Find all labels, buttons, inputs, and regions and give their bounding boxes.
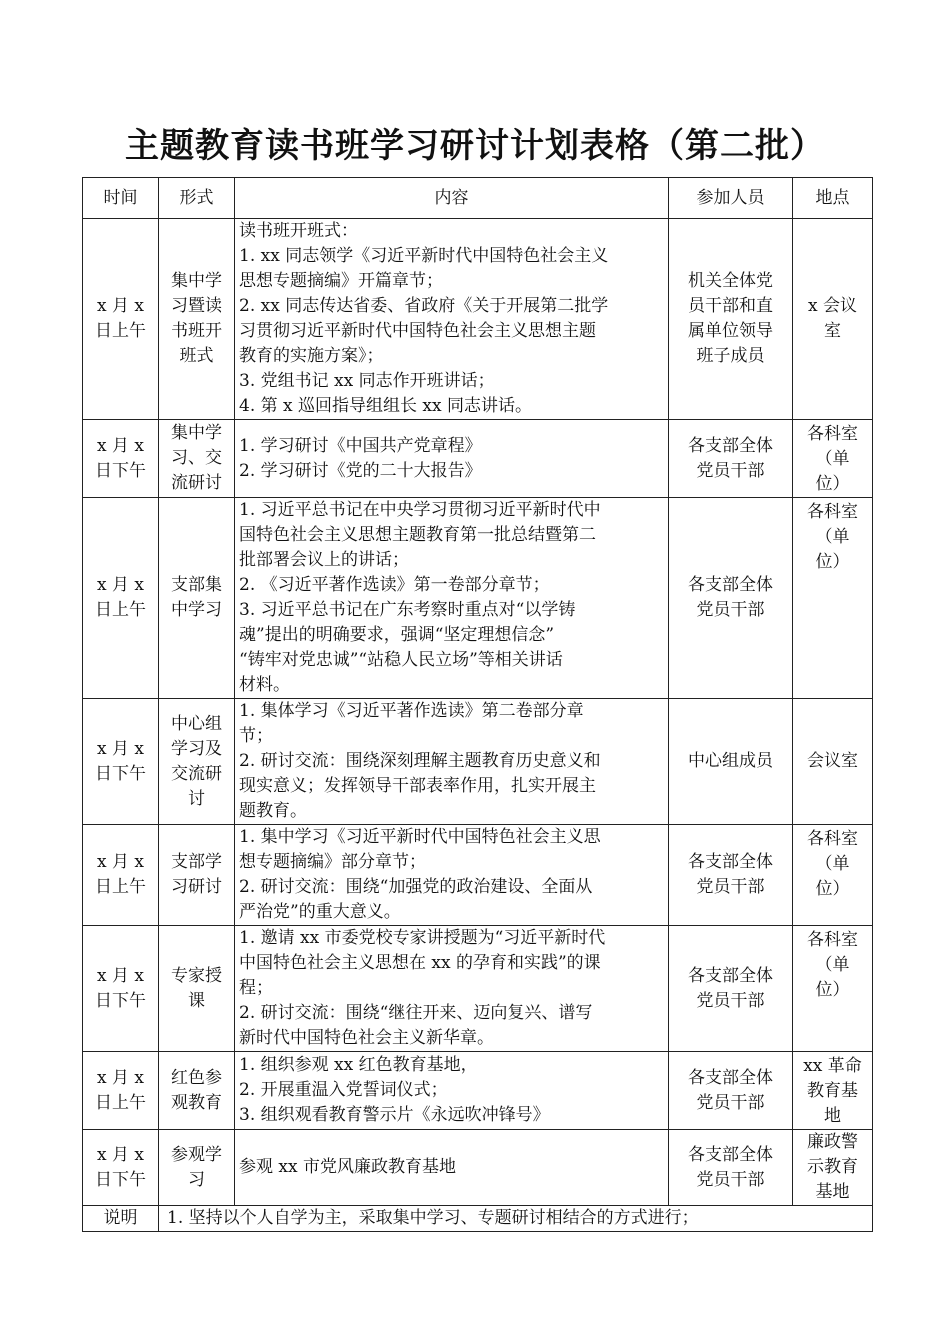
table-row: [83, 926, 873, 1052]
content-line: 题教育。: [239, 801, 307, 821]
time-line: 日下午: [95, 460, 146, 481]
content-line: 1. 组织参观 xx 红色教育基地，: [239, 1055, 478, 1075]
content-line: 1. 邀请 xx 市委党校专家讲授题为“习近平新时代: [239, 928, 606, 948]
time-line: 日上午: [95, 600, 146, 620]
location-cell: [793, 1130, 873, 1206]
participants-cell: [669, 825, 793, 926]
content-cell: [235, 1052, 669, 1130]
content-line: 3. 党组书记 xx 同志作开班讲话；: [239, 371, 495, 391]
content-line: 2. 开展重温入党誓词仪式；: [239, 1080, 448, 1100]
table-row: [83, 420, 873, 498]
location-line: 廉政警: [807, 1132, 858, 1152]
participants-line: 班子成员: [696, 346, 765, 366]
location-line: 会议室: [807, 751, 858, 771]
content-line: 程；: [239, 978, 273, 998]
form-line: 支部集: [171, 575, 222, 595]
participants-line: 党员干部: [696, 460, 765, 481]
location-line: 室: [824, 321, 841, 341]
header-content: 内容: [235, 178, 669, 219]
table-row: [83, 498, 873, 699]
content-line: 教育的实施方案》；: [239, 346, 384, 366]
content-line: 2. 研讨交流：围绕深刻理解主题教育历史意义和: [239, 751, 601, 771]
content-line: 2. 《习近平著作选读》第一卷部分章节；: [239, 575, 550, 595]
location-line: （单: [815, 527, 850, 547]
content-line: 批部署会议上的讲话；: [239, 550, 409, 570]
time-cell: [83, 1052, 159, 1130]
content-line: 2. 研讨交流：围绕“加强党的政治建设、全面从: [239, 877, 593, 897]
location-line: 位）: [815, 474, 850, 494]
time-line: 日上午: [95, 877, 146, 897]
time-line: 日下午: [95, 990, 146, 1011]
form-line: 流研讨: [171, 473, 222, 493]
content-line: 魂”提出的明确要求，强调“坚定理想信念”: [239, 625, 555, 645]
content-line: 2. 学习研讨《党的二十大报告》: [239, 460, 482, 481]
participants-line: 中心组成员: [688, 751, 773, 771]
content-line: 中国特色社会主义思想在 xx 的孕育和实践”的课: [239, 953, 601, 973]
content-line: 思想专题摘编》开篇章节；: [239, 271, 443, 291]
time-cell: [83, 420, 159, 498]
form-line: 集中学: [171, 423, 222, 443]
table-header-row: [83, 178, 873, 219]
study-plan-table: [82, 177, 873, 1232]
content-line: 1. 集体学习《习近平著作选读》第二卷部分章: [239, 701, 584, 721]
participants-cell: [669, 1130, 793, 1206]
time-line: x 月 x: [97, 575, 144, 595]
page-title: 主题教育读书班学习研讨计划表格（第二批）: [125, 126, 825, 166]
form-cell: [159, 1052, 235, 1130]
participants-cell: [669, 498, 793, 699]
content-line: 节；: [239, 726, 273, 746]
form-cell: [159, 825, 235, 926]
location-line: 各科室: [807, 502, 858, 522]
table-body: [83, 219, 873, 1206]
participants-cell: [669, 1052, 793, 1130]
form-line: 参观学: [171, 1144, 222, 1165]
participants-line: 各支部全体: [688, 1144, 773, 1165]
participants-line: 党员干部: [696, 990, 765, 1011]
form-line: 习: [188, 1169, 205, 1190]
time-line: x 月 x: [97, 852, 144, 872]
form-line: 观教育: [171, 1092, 222, 1113]
form-cell: [159, 926, 235, 1052]
time-line: x 月 x: [97, 1067, 144, 1088]
time-cell: [83, 1130, 159, 1206]
location-cell: [793, 926, 873, 1052]
location-cell: [793, 219, 873, 420]
form-cell: [159, 498, 235, 699]
location-cell: [793, 699, 873, 825]
location-line: （单: [815, 854, 850, 874]
form-line: 习、交: [171, 448, 222, 468]
content-cell: [235, 420, 669, 498]
form-line: 习研讨: [171, 877, 222, 897]
content-line: 1. 集中学习《习近平新时代中国特色社会主义思: [239, 827, 601, 847]
table-row: [83, 699, 873, 825]
location-line: 位）: [815, 980, 850, 1000]
location-line: 教育基: [807, 1081, 858, 1101]
note-label: 说明: [83, 1206, 159, 1232]
participants-cell: [669, 420, 793, 498]
content-line: 2. 研讨交流：围绕“继往开来、迈向复兴、谱写: [239, 1003, 593, 1023]
time-line: 日下午: [95, 763, 146, 784]
participants-line: 各支部全体: [688, 852, 773, 872]
time-line: 日上午: [95, 1092, 146, 1113]
content-line: 材料。: [239, 675, 290, 695]
table-row: [83, 219, 873, 420]
form-line: 集中学: [171, 271, 222, 291]
form-line: 中心组: [171, 713, 222, 734]
location-line: （单: [815, 449, 850, 469]
content-cell: [235, 498, 669, 699]
participants-cell: [669, 926, 793, 1052]
form-line: 支部学: [171, 852, 222, 872]
form-line: 学习及: [171, 738, 222, 759]
content-line: 3. 组织观看教育警示片《永远吹冲锋号》: [239, 1105, 550, 1125]
content-line: 2. xx 同志传达省委、省政府《关于开展第二批学: [239, 296, 609, 316]
content-cell: [235, 926, 669, 1052]
table-row: [83, 825, 873, 926]
participants-line: 机关全体党: [688, 271, 773, 291]
content-cell: [235, 825, 669, 926]
participants-cell: [669, 699, 793, 825]
content-line: 习贯彻习近平新时代中国特色社会主义思想主题: [239, 321, 596, 341]
content-line: 参观 xx 市党风廉政教育基地: [239, 1157, 456, 1177]
time-cell: [83, 825, 159, 926]
content-line: 3. 习近平总书记在广东考察时重点对“以学铸: [239, 600, 576, 620]
location-line: 各科室: [807, 930, 858, 950]
content-line: 1. xx 同志领学《习近平新时代中国特色社会主义: [239, 246, 609, 266]
location-cell: [793, 420, 873, 498]
header-participants: 参加人员: [669, 178, 793, 219]
content-cell: [235, 219, 669, 420]
form-cell: [159, 219, 235, 420]
time-line: x 月 x: [97, 296, 144, 316]
form-cell: [159, 699, 235, 825]
form-line: 专家授: [171, 965, 222, 986]
participants-line: 属单位领导: [688, 321, 773, 341]
form-line: 红色参: [171, 1067, 222, 1088]
content-cell: [235, 1130, 669, 1206]
content-line: “铸牢对党忠诚”“站稳人民立场”等相关讲话: [239, 650, 563, 670]
form-cell: [159, 1130, 235, 1206]
time-line: x 月 x: [97, 435, 144, 456]
location-line: x 会议: [808, 296, 857, 316]
location-line: 基地: [815, 1182, 850, 1202]
time-line: x 月 x: [97, 1144, 144, 1165]
location-line: 各科室: [807, 424, 858, 444]
location-line: xx 革命: [803, 1056, 862, 1076]
header-location: 地点: [793, 178, 873, 219]
note-row: [83, 1206, 873, 1232]
content-cell: [235, 699, 669, 825]
form-cell: [159, 420, 235, 498]
location-line: 各科室: [807, 829, 858, 849]
content-line: 严治党”的重大意义。: [239, 902, 401, 922]
location-line: 示教育: [807, 1157, 858, 1177]
location-line: 位）: [815, 879, 850, 899]
content-line: 现实意义；发挥领导干部表率作用，扎实开展主: [239, 776, 596, 796]
location-line: （单: [815, 955, 850, 975]
time-cell: [83, 498, 159, 699]
location-cell: [793, 498, 873, 699]
content-line: 新时代中国特色社会主义新华章。: [239, 1028, 494, 1048]
participants-line: 党员干部: [696, 1169, 765, 1190]
participants-line: 党员干部: [696, 877, 765, 897]
form-line: 交流研: [171, 763, 222, 784]
content-line: 国特色社会主义思想主题教育第一批总结暨第二: [239, 525, 596, 545]
location-cell: [793, 825, 873, 926]
participants-line: 员干部和直: [688, 296, 773, 316]
participants-line: 党员干部: [696, 600, 765, 620]
time-line: 日上午: [95, 321, 146, 341]
time-cell: [83, 219, 159, 420]
header-form: 形式: [159, 178, 235, 219]
location-line: 地: [824, 1106, 841, 1126]
time-line: 日下午: [95, 1169, 146, 1190]
location-cell: [793, 1052, 873, 1130]
form-line: 书班开: [171, 321, 222, 341]
participants-line: 各支部全体: [688, 575, 773, 595]
participants-line: 各支部全体: [688, 965, 773, 986]
content-line: 1. 习近平总书记在中央学习贯彻习近平新时代中: [239, 500, 601, 520]
content-line: 1. 学习研讨《中国共产党章程》: [239, 435, 482, 456]
participants-cell: [669, 219, 793, 420]
form-line: 班式: [179, 346, 214, 366]
time-line: x 月 x: [97, 965, 144, 986]
time-cell: [83, 699, 159, 825]
content-line: 想专题摘编》部分章节；: [239, 852, 426, 872]
form-line: 课: [188, 990, 205, 1011]
form-line: 讨: [188, 788, 205, 809]
content-line: 4. 第 x 巡回指导组组长 xx 同志讲话。: [239, 396, 533, 416]
content-line: 读书班开班式：: [239, 221, 358, 241]
note-text: 1. 坚持以个人自学为主，采取集中学习、专题研讨相结合的方式进行；: [159, 1206, 873, 1232]
table-row: [83, 1130, 873, 1206]
form-line: 中学习: [171, 600, 222, 620]
participants-line: 各支部全体: [688, 1067, 773, 1088]
location-line: 位）: [815, 552, 850, 572]
form-line: 习暨读: [171, 296, 222, 316]
time-cell: [83, 926, 159, 1052]
time-line: x 月 x: [97, 738, 144, 759]
participants-line: 各支部全体: [688, 435, 773, 456]
header-time: 时间: [83, 178, 159, 219]
table-row: [83, 1052, 873, 1130]
participants-line: 党员干部: [696, 1092, 765, 1113]
